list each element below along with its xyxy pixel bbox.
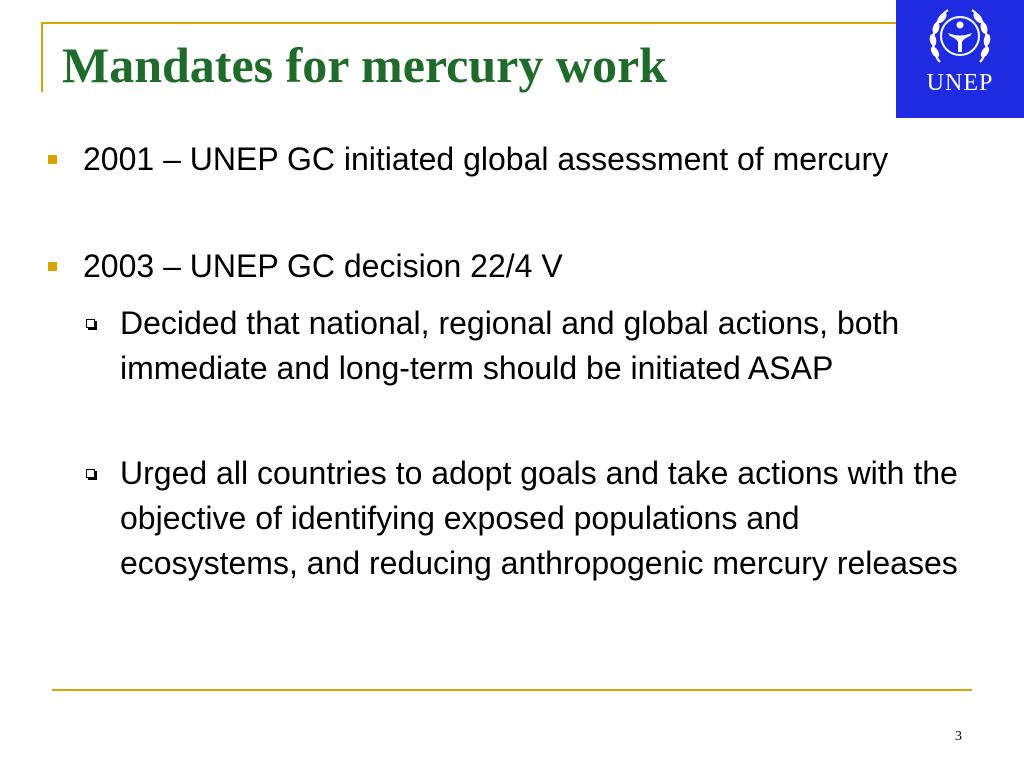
page-number: 3 bbox=[955, 729, 962, 744]
bullet-item: 2003 – UNEP GC decision 22/4 V bbox=[83, 248, 563, 284]
bullet-hollow-square-icon bbox=[86, 469, 95, 478]
sub-bullet-item: Decided that national, regional and global actions, both immediate and long-term should be initiated ASAP bbox=[120, 305, 900, 386]
bullet-hollow-square-icon bbox=[86, 319, 95, 328]
logo-text: UNEP bbox=[926, 70, 994, 96]
bullet-item: 2001 – UNEP GC initiated global assessment of mercury bbox=[83, 141, 889, 177]
sub-bullet-item: Urged all countries to adopt goals and take actions with the objective of identifying exposed populations and ecosystems, and reducing anthropogenic mercury releases bbox=[120, 455, 958, 581]
un-emblem-icon bbox=[896, 0, 1024, 118]
unep-logo bbox=[896, 0, 1024, 118]
bullet-square-icon bbox=[48, 155, 57, 164]
slide-title: Mandates for mercury work bbox=[62, 37, 667, 93]
bullet-square-icon bbox=[48, 262, 57, 271]
footer-divider bbox=[52, 689, 972, 691]
